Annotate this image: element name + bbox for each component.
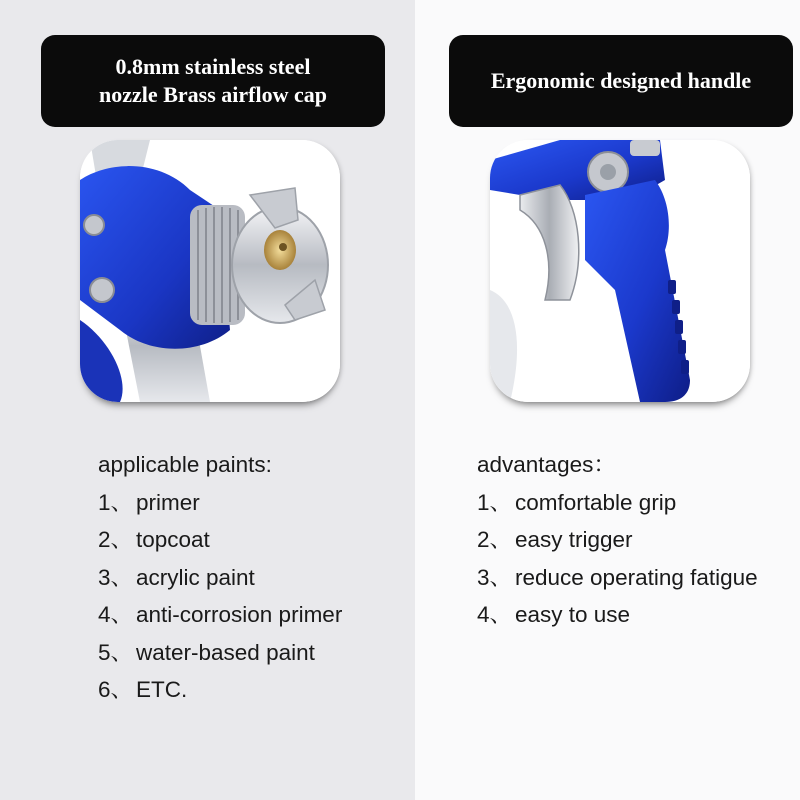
list-item (98, 488, 342, 526)
list-item-number: 6、 (98, 677, 134, 702)
advantages-heading: advantages： (477, 452, 616, 477)
list-item-text: acrylic paint (136, 564, 255, 590)
spray-gun-handle-illustration (490, 140, 750, 402)
handle-banner-text: Ergonomic designed handle (490, 68, 752, 93)
list-item-text: primer (136, 489, 200, 515)
nozzle-banner-line-1: 0.8mm stainless steel (115, 54, 311, 79)
list-item-text: ETC. (136, 677, 188, 702)
list-item (98, 675, 342, 713)
spray-gun-nozzle-illustration (80, 140, 340, 402)
list-item-number: 4、 (477, 602, 513, 627)
nozzle-feature-banner (41, 35, 385, 127)
list-item-text: easy trigger (515, 527, 633, 552)
list-item-text: comfortable grip (515, 489, 677, 515)
nozzle-banner-line-2: nozzle Brass airflow cap (99, 82, 327, 107)
list-item-text: reduce operating fatigue (515, 564, 758, 590)
list-item (477, 600, 758, 638)
list-item (98, 600, 342, 638)
list-item-number: 2、 (98, 527, 134, 552)
list-item-number: 5、 (98, 639, 134, 665)
list-item (98, 638, 342, 676)
applicable-paints-list (98, 450, 342, 713)
list-item-number: 4、 (98, 602, 134, 627)
nozzle-closeup-photo (80, 140, 340, 402)
list-item-text: anti-corrosion primer (136, 602, 343, 627)
list-item-text: water-based paint (136, 639, 315, 665)
list-item-number: 1、 (477, 489, 513, 515)
applicable-paints-heading: applicable paints: (98, 452, 272, 477)
handle-closeup-photo (490, 140, 750, 402)
list-item (477, 488, 758, 526)
list-item (477, 563, 758, 601)
advantages-list (477, 450, 758, 638)
list-item-number: 3、 (477, 564, 513, 590)
handle-feature-banner (449, 35, 793, 127)
list-item-text: topcoat (136, 527, 210, 552)
list-item (98, 525, 342, 563)
list-item (477, 525, 758, 563)
list-item-number: 3、 (98, 564, 134, 590)
list-item-number: 2、 (477, 527, 513, 552)
list-item-text: easy to use (515, 602, 631, 627)
list-item (98, 563, 342, 601)
list-item-number: 1、 (98, 489, 134, 515)
